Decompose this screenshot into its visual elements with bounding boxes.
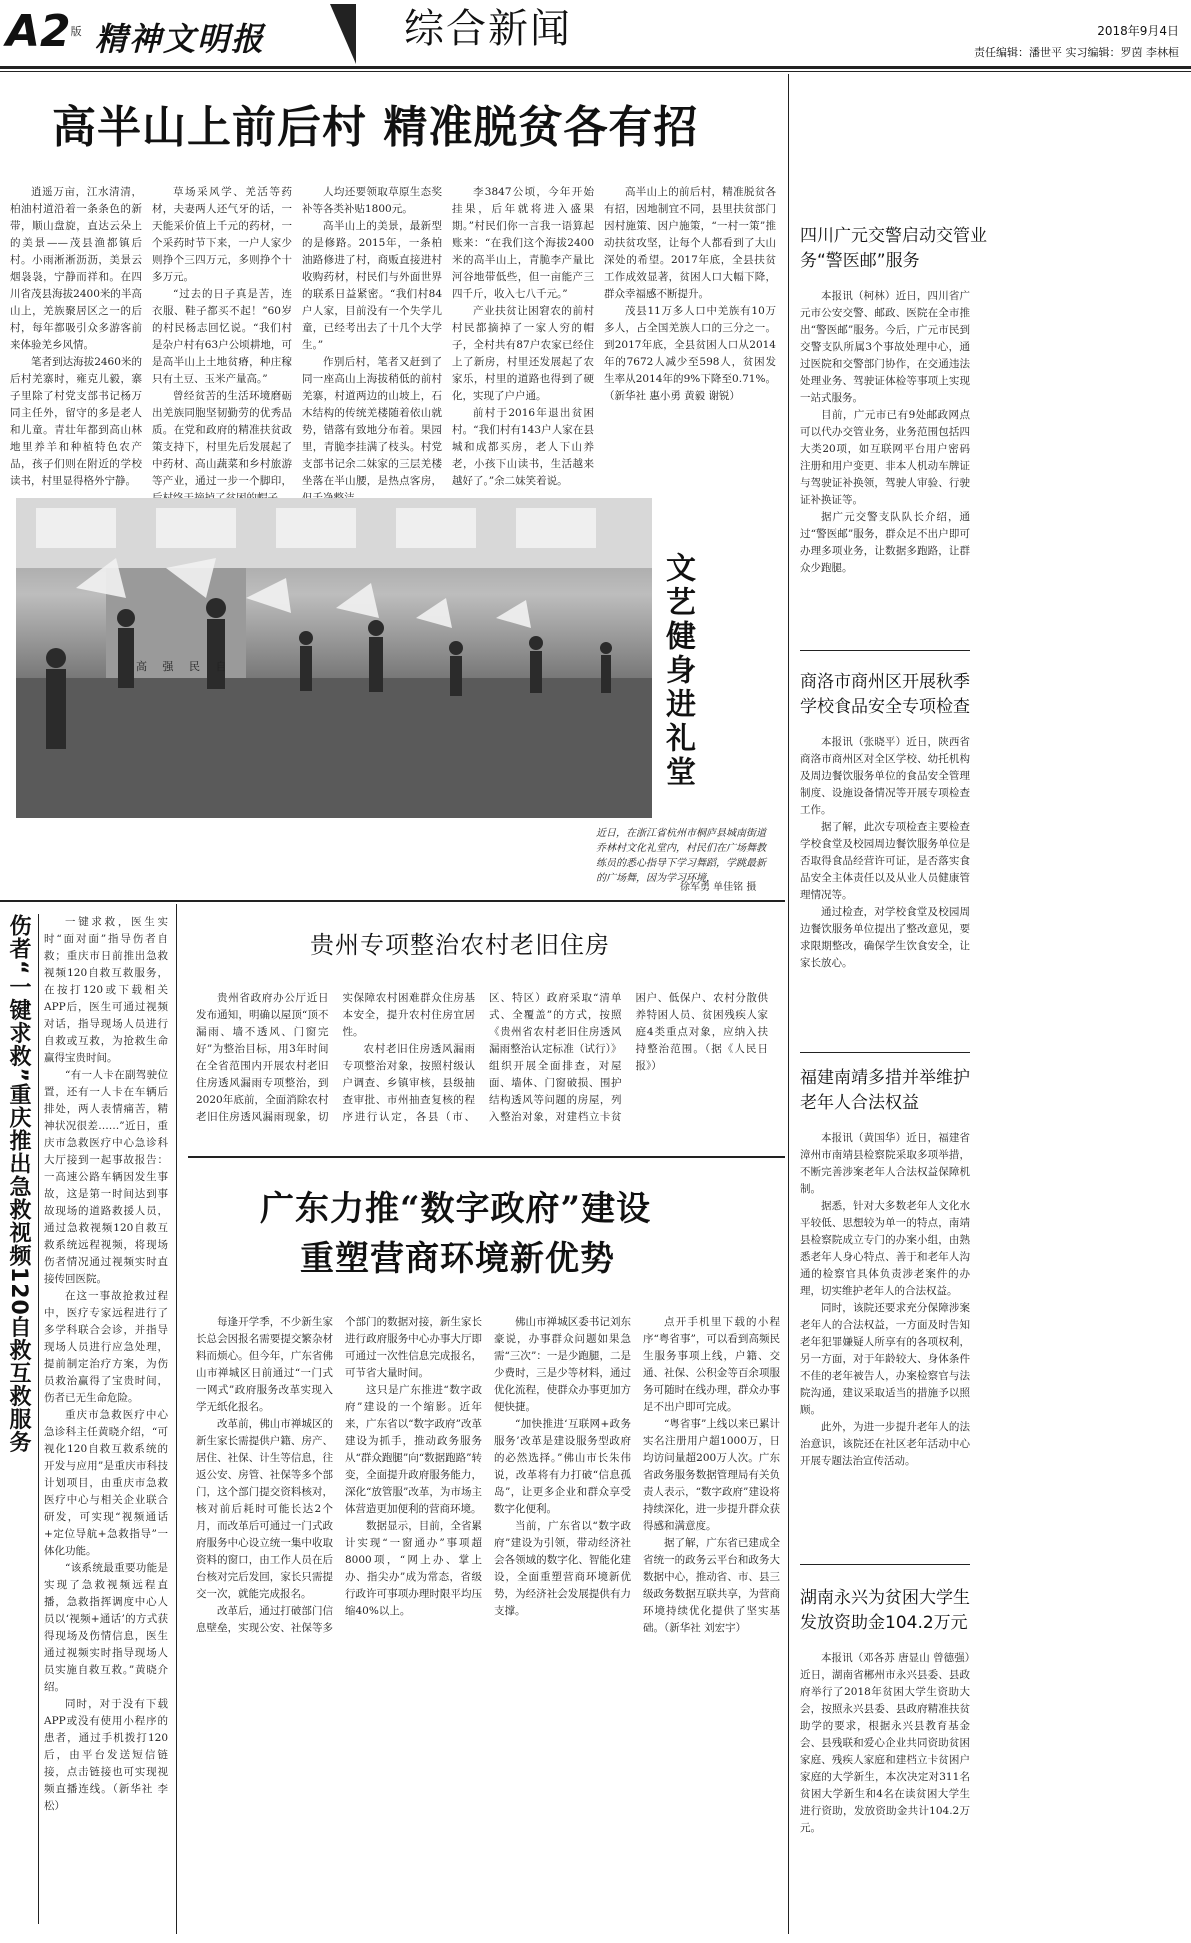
guangdong-paragraph: 点开手机里下载的小程序“粤省事”，可以看到高频民生服务事项上线，户籍、交通、社保、公积金等百余项服务可随时在线办理，群众办事足不出户即可完成。 — [643, 1316, 780, 1413]
sidebar-paragraph: 本报讯（黄国华）近日，福建省漳州市南靖县检察院采取多项举措，不断完善涉案老年人合法权益保障机制。 — [800, 1132, 970, 1195]
sidebar-paragraph: 据了解，此次专项检查主要检查学校食堂及校园周边餐饮服务单位是否取得食品经营许可证，是否落实食品安全主体责任以及从业人员健康管理情况等。 — [800, 821, 970, 901]
section-rule — [0, 900, 785, 902]
lead-paragraph: 人均还要领取草原生态奖补等各类补贴1800元。 — [302, 186, 442, 215]
page-number-value: A2 — [6, 6, 71, 57]
sidebar-paragraph: 通过检查，对学校食堂及校园周边餐饮服务单位提出了整改意见，要求限期整改，确保学生饮食安全，让家长放心。 — [800, 906, 970, 969]
sidebar-paragraph: 目前，广元市已有9处邮政网点可以代办交管业务，业务范围包括四大类20项，如互联网平台用户密码注册和用户变更、非本人机动车牌证与驾驶证补换领，驾驶人审验、行驶证补换证等。 — [800, 409, 970, 506]
lead-paragraph: 笔者到达海拔2460米的后村羌寨时，雍克儿毅，寨子里除了村党支部书记杨万同主任外，留守的多是老人和儿童。青壮年都到高山林地里养羊和种植特色农产品，孩子们则在附近的学校读书，村里显得格外宁静。 — [10, 356, 142, 487]
lead-paragraph: 高半山上的前后村，精准脱贫各有招，因地制宜不同，县里扶贫部门因村施策、因户施策，“一村一策”推动扶贫攻坚，让每个人都看到了大山深处的希望。2017年底，全县扶贫工作成效显著，贫困人口大幅下降，群众幸福感不断提升。 — [604, 186, 776, 300]
guangdong-paragraph: “粤省事”上线以来已累计实名注册用户超1000万，日均访问量超200万人次。广东省政务服务数据管理局有关负责人表示，“数字政府”建设将持续深化，进一步提升群众获得感和满意度。 — [643, 1418, 780, 1532]
lead-column-4 — [452, 184, 594, 487]
guangdong-paragraph: 当前，广东省以“数字政府”建设为引领，带动经济社会各领域的数字化、智能化建设，全面重塑营商环境新优势，为经济社会发展提供有力支撑。 — [494, 1520, 631, 1617]
guizhou-headline: 贵州专项整治农村老旧住房 — [310, 931, 610, 959]
sidebar-paragraph: 据悉，针对大多数老年人文化水平较低、思想较为单一的特点，南靖县检察院成立专门的办案小组，由熟悉老年人身心特点、善于和老年人沟通的检察官具体负责涉老案件的办理，切实维护老年人的合法权益。 — [800, 1200, 970, 1297]
left-story-headline: 伤者“一键求救”重庆推出急救视频120自救互救服务 — [6, 914, 31, 1454]
left-story-divider — [38, 914, 39, 1924]
sidebar-paragraph: 此外，为进一步提升老年人的法治意识，该院还在社区老年活动中心开展专题法治宣传活动。 — [800, 1421, 970, 1467]
guangdong-rule — [188, 1156, 785, 1158]
lead-paragraph: 作别后村，笔者又赶到了同一座高山上海拔稍低的前村羌寨，村道两边的山坡上，石木结构的传统羌楼随着依山就势，错落有致地分布着。果园里，青脆李挂满了枝头。村党支部书记余二妹家的三层羌楼坐落在半山腰，是热点客房， — [302, 356, 442, 487]
issue-date: 2018年9月4日 — [1097, 24, 1179, 38]
sidebar-item-body — [800, 734, 970, 972]
sidebar-item-body — [800, 1130, 970, 1470]
guangdong-paragraph: 这只是广东推进“数字政府”建设的一个缩影。近年来，广东省以“数字政府”改革建设为抓手，推动政务服务从“群众跑腿”向“数据跑路”转变，全面提升政府服务能力，深化“放管服”改革，为市场主体营造更加便利的营商环境。 — [345, 1384, 482, 1515]
paper-name: 精神文明报 — [95, 20, 266, 58]
lead-headline: 高半山上前后村 精准脱贫各有招 — [52, 102, 699, 153]
lead-paragraph: 草场采风学、羌活等药材，夫妻两人还气牙的话，一天能采价值上千元的药材，一个采药时节下来，一户人家少则挣个三四万元，多则挣个十多万元。 — [152, 186, 292, 283]
masthead-rule — [0, 66, 1191, 69]
guangdong-headline-line2: 重塑营商环境新优势 — [300, 1239, 615, 1279]
page-number-suffix: 版 — [70, 25, 82, 38]
photo-stage-text: 高 强 民 自 — [136, 660, 233, 673]
sidebar-paragraph: 同时，该院还要求充分保障涉案老年人的合法权益，一方面及时告知老年犯罪嫌疑人所享有的各项权利，另一方面，对于年龄较大、身体条件不佳的老年被告人，办案检察官与法院沟通，建议采取适当的措施予以照顾。 — [800, 1302, 970, 1416]
guangdong-headline-line1: 广东力推“数字政府”建设 — [260, 1189, 652, 1229]
lead-paragraph: 高半山上的美景，最新型的是修路。2015年，一条柏油路修进了村，商贩直接进村收购药材，村民们与外面世界的联系日益紧密。“我们村84户人家，目前没有一个失学儿童，已经考出去了十几个大学生。” — [302, 220, 442, 351]
sidebar-item — [800, 1066, 980, 1536]
sidebar-item — [800, 670, 980, 1050]
lead-paragraph: 产业扶贫让困窘农的前村村民都摘掉了一家人穷的帽子，全村共有87户农家已经住上了新房，村里还发展起了农家乐，村里的道路也得到了硬化，实现了户户通。 — [452, 305, 594, 402]
masthead — [0, 0, 1191, 66]
lead-paragraph: 李3847公顷，今年开始挂果，后年就将进入盛果期。”村民们你一言我一语算起账来：“在我们这个海拔2400米的高半山上，青脆李产量比河谷地带低些，但一亩能产三四千斤，收入七八千元。” — [452, 186, 594, 300]
photo-credit: 徐军勇 单佳铭 摄 — [680, 882, 757, 893]
sidebar-item-title: 福建南靖多措并举维护老年人合法权益 — [800, 1068, 970, 1113]
left-story-paragraph: 在这一事故抢救过程中，医疗专家远程进行了多学科联合会诊，并指导现场人员进行应急处理，提前制定治疗方案，为伤员救治赢得了宝贵时间，伤者已无生命危险。 — [44, 1290, 168, 1404]
left-story-body — [44, 914, 168, 1930]
lead-paragraph: 曾经贫苦的生活环境磨砺出羌族同胞坚韧勤劳的优秀品质。在党和政府的精准扶贫政策支持下，村里先后发展起了中药材、高山蔬菜和乡村旅游等产业，通过一步一个脚印， — [152, 390, 292, 487]
sidebar-item-body — [800, 288, 970, 577]
lead-column-3 — [302, 184, 442, 487]
sidebar-item — [800, 224, 1180, 654]
sidebar-paragraph: 本报讯（柯林）近日，四川省广元市公安交警、邮政、医院在全市推出“警医邮”服务。今后，广元市民到交警支队所属3个事故处理中心，通过医院和交警部门协作，在交通违法处理业务、驾驶证体检等事项上实现一站式服务。 — [800, 290, 970, 404]
sidebar-item-title: 四川广元交警启动交管业务“警医邮”服务 — [800, 226, 987, 271]
left-column-rule — [176, 904, 177, 1934]
lead-column-2 — [152, 184, 292, 487]
sidebar-divider — [800, 650, 970, 651]
section-title: 综合新闻 — [404, 6, 572, 52]
feature-photo — [16, 498, 652, 818]
sidebar-divider — [800, 1564, 970, 1565]
sidebar-item-title: 湖南永兴为贫困大学生发放资助金104.2万元 — [800, 1588, 970, 1633]
masthead-divider-icon — [330, 4, 356, 64]
guangdong-body — [196, 1314, 780, 1934]
left-story-paragraph: “该系统最重要功能是实现了急救视频远程直播，急救指挥调度中心人员以‘视频+通话’的方式获得现场及伤情信息，医生通过视频实时指导现场人员实施自救互救。”黄晓介绍。 — [44, 1562, 168, 1693]
left-story-paragraph: 一键求救，医生实时“面对面”指导伤者自救；重庆市日前推出急救视频120自救互救服务，在按打120或下载相关APP后，医生可通过视频对话，指导现场人员进行自救或互救，为抢救生命赢得宝贵时间。 — [44, 916, 168, 1064]
lead-paragraph: 前村于2016年退出贫困村。“我们村有143户人家在县城和成都买房，老人下山养老，小孩下山读书，生活越来越好了。”余二妹笑着说。 — [452, 407, 594, 487]
guangdong-paragraph: 改革前，佛山市禅城区的新生家长需提供户籍、房产、居住、社保、计生等信息，往返公安、房管、社保等多个部门，这个部门提交资料核对，核对前后耗时可能长达2个月，而改革后可通过一门式政府服务中心设立统一集中收取资料的窗口，由工作人员在后台核对完后发回，家长只需提交一次，就能完成报名。 — [196, 1418, 333, 1600]
guangdong-paragraph: 改革后，通过打破部门信息壁垒，实现公安、社保等多个部门的数据对接，新生家长进行政府服务中心办事大厅即可通过一次性信息完成报名，可节省大量时间。 — [196, 1316, 482, 1634]
left-story-paragraph: 重庆市急救医疗中心急诊科主任黄晓介绍，“可视化120自救互救系统的开发与应用”是重庆市科技计划项目，由重庆市急救医疗中心与相关企业联合研发，可实现“视频通话+定位导航+急救指导”一体化功能。 — [44, 1409, 168, 1557]
sidebar-paragraph: 据广元交警支队队长介绍，通过“警医邮”服务，群众足不出户即可办理多项业务，让数据多跑路，让群众少跑腿。 — [800, 511, 970, 574]
guangdong-paragraph: 每逢开学季，不少新生家长总会因报名需要提交繁杂材料而烦心。但今年，广东省佛山市禅城区日前通过“一门式一网式”政府服务改革实现入学无纸化报名。 — [196, 1316, 333, 1413]
sidebar-item — [800, 1586, 980, 1926]
sidebar-paragraph: 本报讯（张晓平）近日，陕西省商洛市商州区对全区学校、幼托机构及周边餐饮服务单位的食品安全管理制度、设施设备情况等开展专项检查工作。 — [800, 736, 970, 816]
lead-paragraph: 茂县11万多人口中羌族有10万多人，占全国羌族人口的三分之一。到2017年底，全县贫困人口从2014年的7672人减少至598人，贫困发生率从2014年的9%下降至0.71%。（新华社 惠小勇 黄毅 谢锐） — [604, 305, 776, 402]
sidebar-rule — [788, 74, 789, 1934]
guizhou-paragraph: 贵州省政府办公厅近日发布通知，明确以屋顶“顶不漏雨、墙不透风、门窗完好”为整治目标，用3年时间在全省范围内开展农村老旧住房透风漏雨专项整治，到2020年底前，全面消除农村老旧住房透风漏雨现象，切实保障农村困难群众住房基本安全，提升农村住房宜居性。 — [196, 992, 475, 1123]
guangdong-paragraph: “加快推进‘互联网+政务服务’改革是建设服务型政府的必然选择。”佛山市长朱伟说，改革将有力打破“信息孤岛”，让更多企业和群众享受数字化便利。 — [494, 1418, 631, 1515]
lead-paragraph: “过去的日子真是苦，连衣服、鞋子都买不起！”60岁的村民杨志回忆说。“我们村是杂户村有63户公顷耕地，可是高半山上土地贫瘠，种庄稼只有土豆、玉米产量高。” — [152, 288, 292, 385]
sidebar-divider — [800, 1052, 970, 1053]
guizhou-column-1 — [196, 990, 768, 1150]
sidebar-item-body — [800, 1650, 970, 1837]
photo-caption: 近日，在浙江省杭州市桐庐县城南街道乔林村文化礼堂内，村民们在广场舞教练员的悉心指导下学习舞蹈，学跳最新的广场舞，因为学习环境， — [596, 828, 766, 884]
editor-credits: 责任编辑：潘世平 实习编辑：罗茵 李林桓 — [974, 46, 1179, 59]
guangdong-paragraph: 数据显示，目前，全省累计实现“一窗通办”事项超8000项，“网上办、掌上办、指尖办”成为常态，省级行政许可事项办理时限平均压缩40%以上。 — [345, 1520, 482, 1617]
guangdong-paragraph: 佛山市禅城区委书记刘东豪说，办事群众问题如果急需“三次”：一是少跑腿，二是少费时，三是少等材料，通过优化流程，使群众办事更加方便快捷。 — [494, 1316, 631, 1413]
page-number — [6, 6, 82, 57]
guangdong-paragraph: 据了解，广东省已建成全省统一的政务云平台和政务大数据中心，推动省、市、县三级政务数据互联共享，为营商环境持续优化提供了坚实基础。（新华社 刘宏宇） — [643, 1537, 780, 1634]
lead-column-5 — [604, 184, 776, 460]
photo-vertical-title: 文艺健身进礼堂 — [660, 552, 695, 790]
left-story-paragraph: “有一人卡在副驾驶位置，还有一人卡在车辆后排处，两人表情痛苦，精神状况很差……”近日，重庆市急救医疗中心急诊科大厅接到一起事故报告：一高速公路车辆因发生事故，这是第一时间达到事故现场的道路救援人员，通过急救视频120自救互救系统远程视频，将现场伤者情况通过视频实时直接传回医院。 — [44, 1069, 168, 1285]
photo-scene-icon — [16, 498, 652, 818]
left-story-paragraph: 同时，对于没有下载APP或没有使用小程序的患者，通过手机拨打120后，由平台发送短信链接，点击链接也可实现视频直播连线。（新华社 李松） — [44, 1698, 168, 1812]
masthead-rule-thin — [0, 71, 1191, 72]
sidebar-paragraph: 本报讯（邓各苏 唐显山 曾德强）近日，湖南省郴州市永兴县委、县政府举行了2018年贫困大学生资助大会，按照永兴县委、县政府精准扶贫助学的要求，根据永兴县教育基金会、县残联和爱心企业共同资助贫困家庭、残疾人家庭和建档立卡贫困户家庭的大学新生，本次决定对311名贫困大学新生和4名在读贫困大学生进行资助，发放资助金共计104.2万元。 — [800, 1652, 970, 1834]
lead-column-1 — [10, 184, 142, 487]
sidebar-item-title: 商洛市商州区开展秋季学校食品安全专项检查 — [800, 672, 970, 717]
lead-paragraph: 逍遥万亩，江水清清，柏油村道沿着一条条色的新带，顺山盘旋，直达云朵上的美景——茂县渔都镇后村。小雨淅淅沥沥，美景云烟袅袅，宁静而祥和。在四川省茂县海拔2400米的半高山上，羌族聚居区之一的后村，每年都吸引众多游客前来体验羌乡风情。 — [10, 186, 142, 351]
guizhou-paragraph: 农村老旧住房透风漏雨专项整治对象，按照村级认户调查、乡镇审核，县级抽查审批、市州抽查复核的程序进行认定，各县（市、区、特区）政府采取“清单式、全覆盖”的方式，按照《贵州省农村老旧住房透风漏雨整治认定标准（试行）》组织开展全面排查，对屋面、墙体、门窗破损、围护结构透风等问题的房屋，列入整治对象，对建档立卡贫困户、低保户、农村分散供养特困人员、贫困残疾人家庭4类重点对象，应纳入扶持整治范围。（据《人民日报》） — [342, 992, 768, 1123]
